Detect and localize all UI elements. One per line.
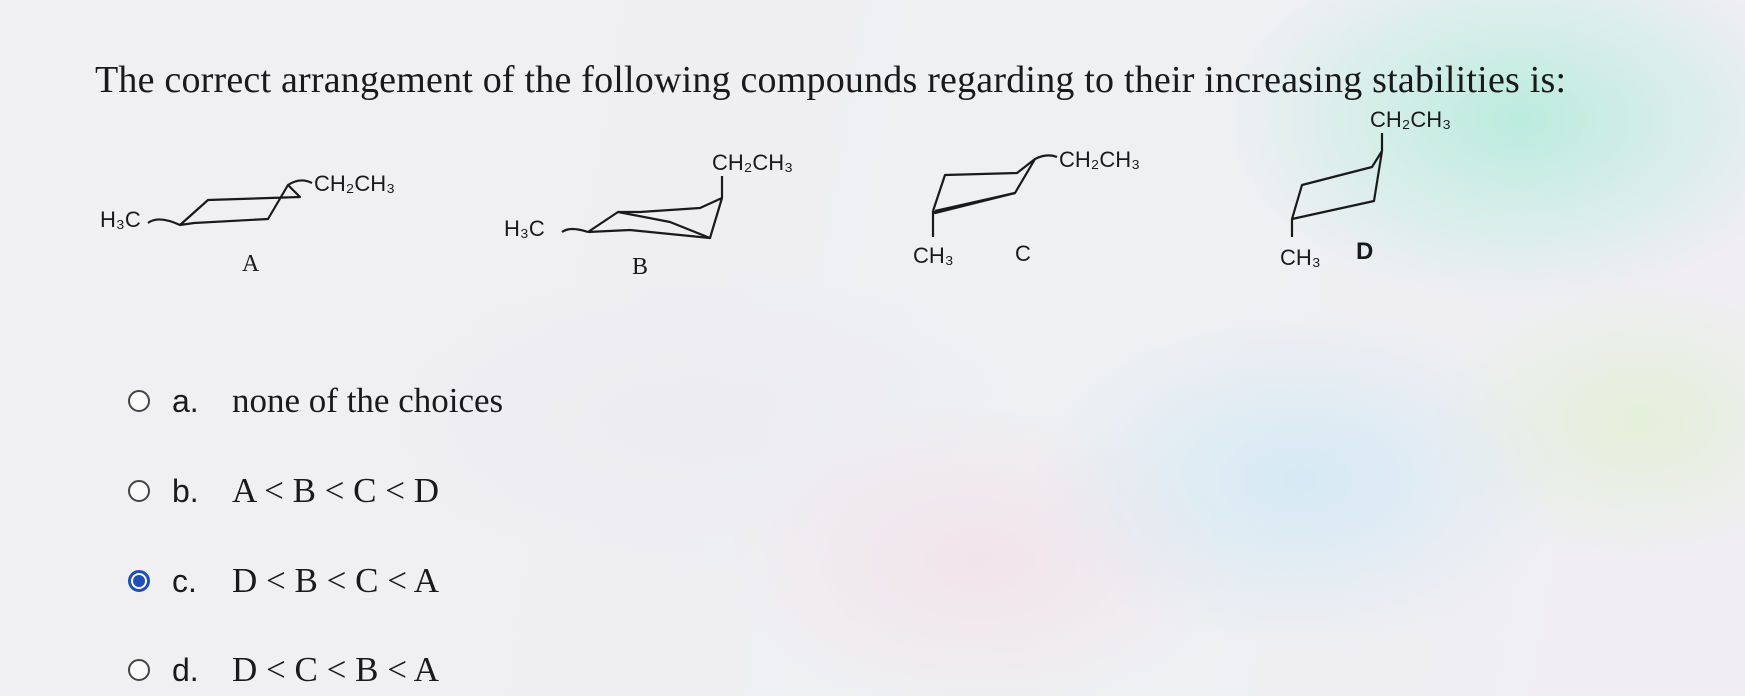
- structure-c-methyl-label: CH₃: [913, 243, 954, 268]
- option-d[interactable]: [128, 645, 439, 695]
- option-c-text: D < B < C < A: [232, 561, 440, 600]
- structure-d: [1250, 105, 1510, 275]
- structure-a-ethyl-label: CH₂CH₃: [314, 171, 396, 196]
- structure-a: [100, 155, 440, 290]
- structure-b: [500, 150, 840, 290]
- structure-a-ethyl-bond: [288, 180, 312, 185]
- structure-c-ethyl-bond: [1035, 155, 1057, 159]
- option-d-letter: d.: [172, 651, 199, 688]
- structure-d-ring: [1292, 151, 1382, 219]
- structure-c-ring: [933, 159, 1035, 211]
- option-a-text: none of the choices: [232, 381, 504, 420]
- structure-b-methyl-label: H₃C: [504, 216, 545, 241]
- structure-a-methyl-label: H₃C: [100, 207, 141, 232]
- radio-selected-dot: [133, 575, 145, 587]
- option-d-text: D < C < B < A: [232, 650, 440, 689]
- option-c-radio[interactable]: [128, 570, 150, 592]
- structure-c: [905, 145, 1225, 275]
- structure-d-methyl-label: CH₃: [1280, 245, 1321, 270]
- question-text: The correct arrangement of the following compounds regarding to their increasing stabilities is:: [95, 59, 1567, 101]
- option-b-letter: b.: [172, 472, 199, 509]
- structure-d-ethyl-label: CH₂CH₃: [1370, 107, 1452, 132]
- structure-c-ethyl-label: CH₂CH₃: [1059, 147, 1141, 172]
- structure-a-methyl-bond: [148, 219, 180, 225]
- structure-a-label: A: [242, 251, 260, 277]
- structure-a-ring: [180, 185, 300, 225]
- structure-c-ring-edge: [933, 193, 1015, 213]
- option-a-radio[interactable]: [128, 390, 150, 412]
- structure-d-label: D: [1356, 238, 1374, 265]
- option-a[interactable]: [128, 376, 503, 426]
- option-d-radio[interactable]: [128, 659, 150, 681]
- structure-b-methyl-bond: [562, 229, 588, 232]
- option-c[interactable]: [128, 556, 439, 606]
- option-c-letter: c.: [172, 562, 197, 599]
- structure-b-label: B: [632, 254, 649, 280]
- option-b-text: A < B < C < D: [232, 471, 440, 510]
- structure-c-label: C: [1015, 241, 1031, 266]
- option-b[interactable]: [128, 466, 439, 516]
- option-a-letter: a.: [172, 382, 199, 419]
- structure-b-ethyl-label: CH₂CH₃: [712, 150, 794, 175]
- option-b-radio[interactable]: [128, 480, 150, 502]
